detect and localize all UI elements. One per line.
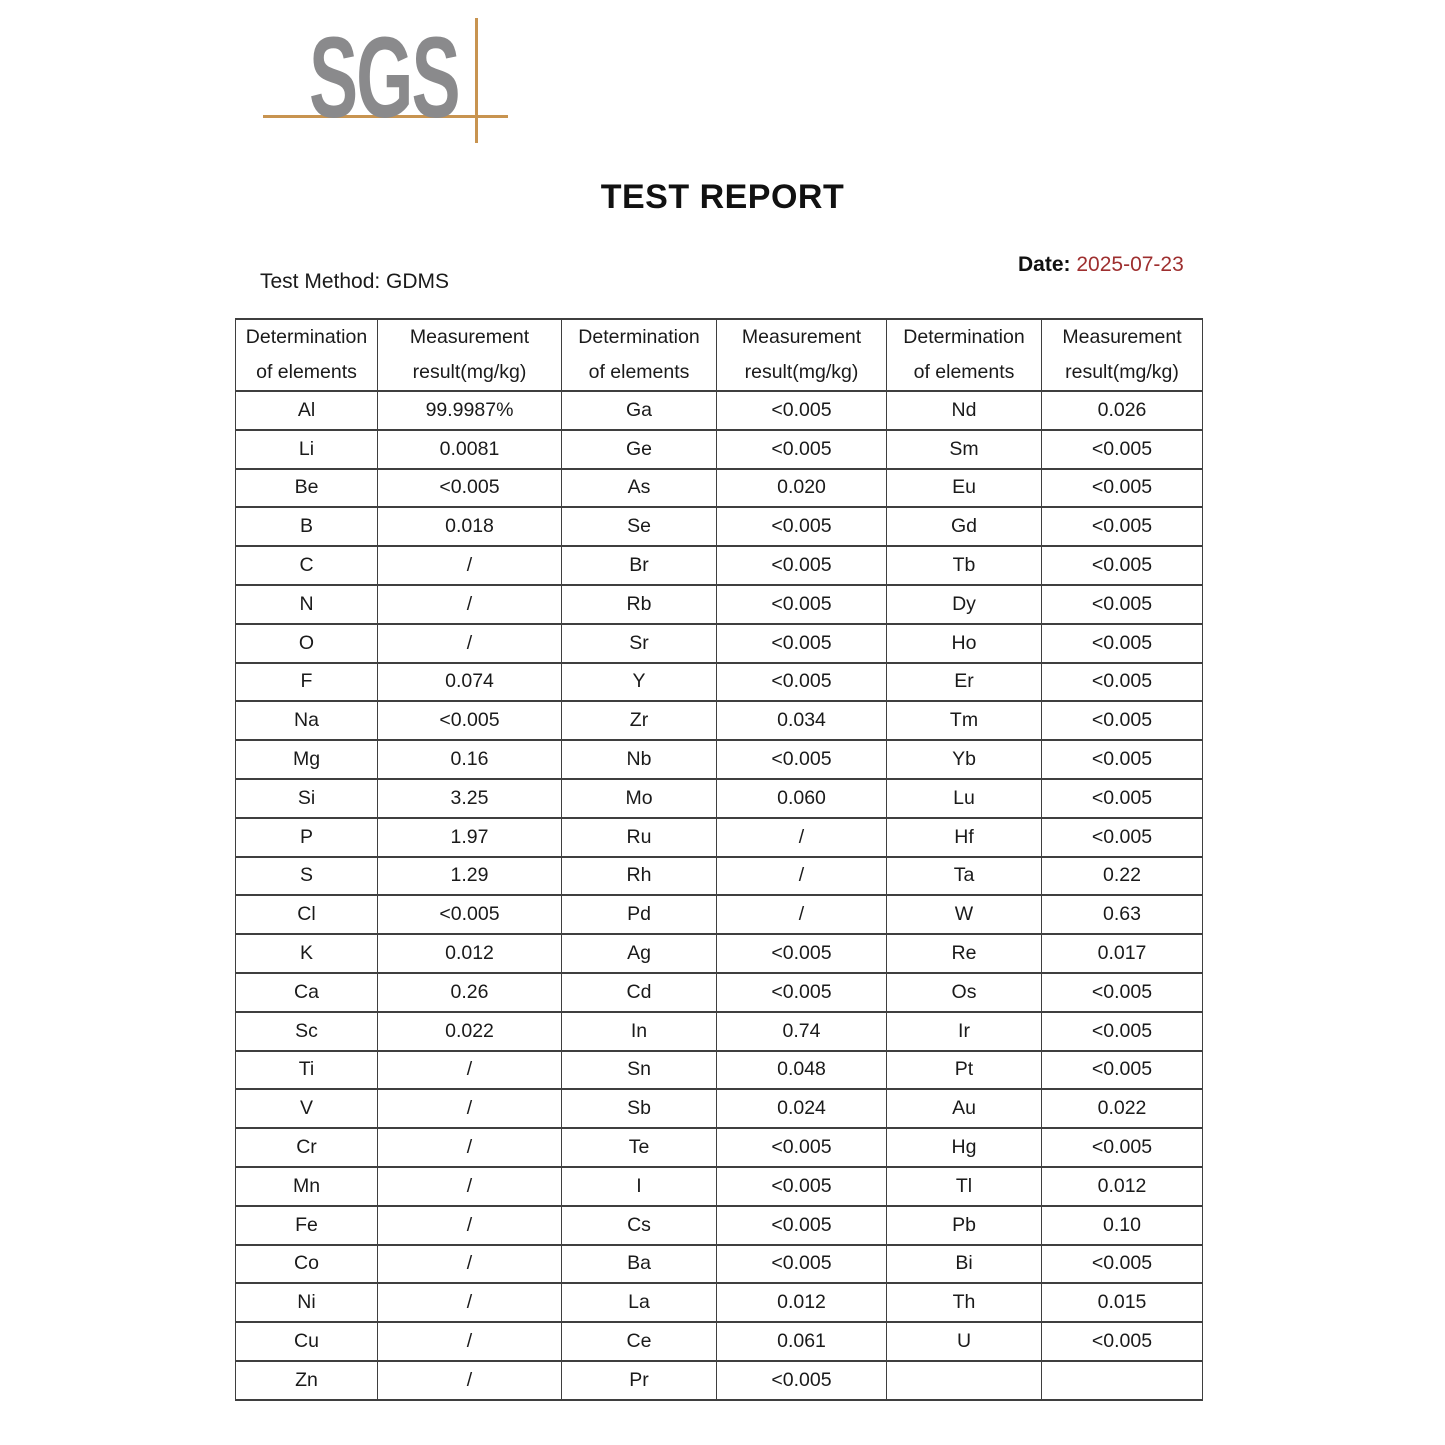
- result-cell: 0.060: [717, 779, 887, 818]
- element-cell: Tb: [887, 546, 1042, 585]
- result-cell: /: [378, 1283, 562, 1322]
- element-cell: N: [236, 585, 378, 624]
- element-cell: Tl: [887, 1167, 1042, 1206]
- element-cell: K: [236, 934, 378, 973]
- column-header-line2: result(mg/kg): [412, 361, 527, 383]
- element-cell: Cd: [562, 973, 717, 1012]
- element-cell: I: [562, 1167, 717, 1206]
- element-cell: Gd: [887, 507, 1042, 546]
- result-cell: 0.018: [378, 507, 562, 546]
- result-cell: /: [717, 895, 887, 934]
- element-cell: U: [887, 1322, 1042, 1361]
- table-header-row: [236, 319, 1203, 391]
- element-cell: Cr: [236, 1128, 378, 1167]
- result-cell: <0.005: [1042, 1012, 1203, 1051]
- element-cell: Sc: [236, 1012, 378, 1051]
- result-cell: <0.005: [1042, 1245, 1203, 1284]
- result-cell: 0.022: [378, 1012, 562, 1051]
- result-cell: <0.005: [1042, 546, 1203, 585]
- table-row: [236, 701, 1203, 740]
- element-cell: Au: [887, 1089, 1042, 1128]
- element-cell: [887, 1361, 1042, 1400]
- table-row: [236, 857, 1203, 896]
- element-cell: Zr: [562, 701, 717, 740]
- table-row: [236, 1051, 1203, 1090]
- element-cell: S: [236, 857, 378, 896]
- results-table-body: [236, 391, 1203, 1400]
- result-cell: 1.29: [378, 857, 562, 896]
- result-cell: 0.10: [1042, 1206, 1203, 1245]
- result-cell: 0.63: [1042, 895, 1203, 934]
- result-cell: <0.005: [1042, 973, 1203, 1012]
- result-cell: /: [378, 1051, 562, 1090]
- result-cell: /: [378, 1089, 562, 1128]
- page-title: TEST REPORT: [600, 178, 845, 216]
- result-cell: /: [717, 857, 887, 896]
- result-cell: <0.005: [1042, 1051, 1203, 1090]
- result-cell: 0.015: [1042, 1283, 1203, 1322]
- date-line: [1018, 253, 1184, 277]
- date-value: 2025-07-23: [1076, 253, 1184, 276]
- result-cell: 0.017: [1042, 934, 1203, 973]
- test-method-label: Test Method: GDMS: [260, 270, 450, 293]
- result-cell: <0.005: [1042, 1128, 1203, 1167]
- table-row: [236, 895, 1203, 934]
- table-row: [236, 507, 1203, 546]
- table-row: [236, 469, 1203, 508]
- result-cell: /: [717, 818, 887, 857]
- element-cell: Cs: [562, 1206, 717, 1245]
- element-cell: Mn: [236, 1167, 378, 1206]
- result-cell: 0.074: [378, 663, 562, 702]
- table-row: [236, 391, 1203, 430]
- result-cell: /: [378, 1206, 562, 1245]
- element-cell: Fe: [236, 1206, 378, 1245]
- element-cell: Pt: [887, 1051, 1042, 1090]
- element-cell: B: [236, 507, 378, 546]
- result-cell: <0.005: [1042, 1322, 1203, 1361]
- element-cell: Nd: [887, 391, 1042, 430]
- result-cell: <0.005: [717, 1128, 887, 1167]
- result-cell: 0.0081: [378, 430, 562, 469]
- column-header-line1: Measurement: [741, 326, 862, 348]
- element-cell: Cl: [236, 895, 378, 934]
- result-cell: 0.034: [717, 701, 887, 740]
- table-row: [236, 1012, 1203, 1051]
- column-header-line2: of elements: [588, 361, 690, 383]
- result-cell: <0.005: [1042, 740, 1203, 779]
- results-table-head: [236, 319, 1203, 391]
- result-cell: <0.005: [717, 546, 887, 585]
- element-cell: Te: [562, 1128, 717, 1167]
- result-cell: 0.024: [717, 1089, 887, 1128]
- element-cell: Si: [236, 779, 378, 818]
- element-cell: Mg: [236, 740, 378, 779]
- column-header-2: [562, 319, 717, 391]
- result-cell: <0.005: [378, 701, 562, 740]
- element-cell: Ru: [562, 818, 717, 857]
- result-cell: <0.005: [717, 740, 887, 779]
- element-cell: Sb: [562, 1089, 717, 1128]
- column-header-0: [236, 319, 378, 391]
- table-row: [236, 973, 1203, 1012]
- element-cell: Br: [562, 546, 717, 585]
- result-cell: 0.012: [1042, 1167, 1203, 1206]
- element-cell: C: [236, 546, 378, 585]
- table-row: [236, 624, 1203, 663]
- result-cell: <0.005: [717, 663, 887, 702]
- element-cell: Se: [562, 507, 717, 546]
- result-cell: <0.005: [378, 469, 562, 508]
- column-header-line1: Determination: [903, 326, 1025, 348]
- element-cell: Ir: [887, 1012, 1042, 1051]
- column-header-line2: of elements: [256, 361, 357, 383]
- result-cell: <0.005: [717, 1361, 887, 1400]
- logo-vertical-line: [475, 18, 478, 143]
- element-cell: Zn: [236, 1361, 378, 1400]
- date-label: Date:: [1018, 253, 1071, 276]
- result-cell: /: [378, 1245, 562, 1284]
- result-cell: <0.005: [717, 1245, 887, 1284]
- result-cell: 99.9987%: [378, 391, 562, 430]
- result-cell: <0.005: [717, 973, 887, 1012]
- result-cell: 0.020: [717, 469, 887, 508]
- element-cell: Pd: [562, 895, 717, 934]
- element-cell: Pb: [887, 1206, 1042, 1245]
- result-cell: <0.005: [717, 391, 887, 430]
- element-cell: Hg: [887, 1128, 1042, 1167]
- sgs-logo-text: SGS: [309, 14, 459, 142]
- table-row: [236, 1089, 1203, 1128]
- element-cell: Hf: [887, 818, 1042, 857]
- result-cell: <0.005: [1042, 624, 1203, 663]
- table-row: [236, 740, 1203, 779]
- element-cell: Lu: [887, 779, 1042, 818]
- result-cell: <0.005: [1042, 507, 1203, 546]
- result-cell: <0.005: [717, 507, 887, 546]
- result-cell: <0.005: [1042, 818, 1203, 857]
- result-cell: [1042, 1361, 1203, 1400]
- element-cell: Th: [887, 1283, 1042, 1322]
- element-cell: Co: [236, 1245, 378, 1284]
- element-cell: Y: [562, 663, 717, 702]
- element-cell: Ge: [562, 430, 717, 469]
- table-row: [236, 779, 1203, 818]
- table-row: [236, 546, 1203, 585]
- element-cell: F: [236, 663, 378, 702]
- table-row: [236, 1322, 1203, 1361]
- element-cell: Yb: [887, 740, 1042, 779]
- result-cell: 0.74: [717, 1012, 887, 1051]
- column-header-line1: Measurement: [409, 326, 530, 348]
- element-cell: V: [236, 1089, 378, 1128]
- element-cell: Ag: [562, 934, 717, 973]
- result-cell: 0.061: [717, 1322, 887, 1361]
- result-cell: <0.005: [717, 1167, 887, 1206]
- table-row: [236, 1206, 1203, 1245]
- element-cell: W: [887, 895, 1042, 934]
- table-row: [236, 1245, 1203, 1284]
- element-cell: Be: [236, 469, 378, 508]
- result-cell: <0.005: [378, 895, 562, 934]
- table-row: [236, 1361, 1203, 1400]
- result-cell: <0.005: [1042, 779, 1203, 818]
- result-cell: <0.005: [717, 1206, 887, 1245]
- column-header-4: [887, 319, 1042, 391]
- table-row: [236, 663, 1203, 702]
- table-row: [236, 818, 1203, 857]
- element-cell: La: [562, 1283, 717, 1322]
- column-header-1: [378, 319, 562, 391]
- column-header-line2: result(mg/kg): [1065, 361, 1179, 383]
- result-cell: <0.005: [1042, 430, 1203, 469]
- results-table: [235, 318, 1203, 1401]
- element-cell: Tm: [887, 701, 1042, 740]
- sgs-logo: [263, 8, 523, 158]
- result-cell: /: [378, 624, 562, 663]
- result-cell: /: [378, 1322, 562, 1361]
- element-cell: Sn: [562, 1051, 717, 1090]
- table-row: [236, 934, 1203, 973]
- element-cell: P: [236, 818, 378, 857]
- result-cell: <0.005: [717, 624, 887, 663]
- column-header-line2: of elements: [913, 361, 1015, 383]
- result-cell: 0.022: [1042, 1089, 1203, 1128]
- result-cell: /: [378, 1167, 562, 1206]
- element-cell: Ni: [236, 1283, 378, 1322]
- element-cell: Cu: [236, 1322, 378, 1361]
- result-cell: 0.26: [378, 973, 562, 1012]
- element-cell: Re: [887, 934, 1042, 973]
- element-cell: Bi: [887, 1245, 1042, 1284]
- table-row: [236, 585, 1203, 624]
- element-cell: Sm: [887, 430, 1042, 469]
- element-cell: Ho: [887, 624, 1042, 663]
- element-cell: Os: [887, 973, 1042, 1012]
- result-cell: /: [378, 1361, 562, 1400]
- element-cell: Er: [887, 663, 1042, 702]
- element-cell: Pr: [562, 1361, 717, 1400]
- result-cell: <0.005: [1042, 469, 1203, 508]
- element-cell: Ba: [562, 1245, 717, 1284]
- result-cell: 0.048: [717, 1051, 887, 1090]
- element-cell: Ta: [887, 857, 1042, 896]
- column-header-line2: result(mg/kg): [744, 361, 859, 383]
- element-cell: Al: [236, 391, 378, 430]
- result-cell: /: [378, 585, 562, 624]
- result-cell: 0.16: [378, 740, 562, 779]
- result-cell: 0.026: [1042, 391, 1203, 430]
- column-header-3: [717, 319, 887, 391]
- element-cell: Ce: [562, 1322, 717, 1361]
- element-cell: Nb: [562, 740, 717, 779]
- element-cell: Sr: [562, 624, 717, 663]
- element-cell: Dy: [887, 585, 1042, 624]
- result-cell: /: [378, 546, 562, 585]
- result-cell: <0.005: [1042, 585, 1203, 624]
- element-cell: Rh: [562, 857, 717, 896]
- result-cell: 0.012: [378, 934, 562, 973]
- result-cell: <0.005: [1042, 663, 1203, 702]
- element-cell: Li: [236, 430, 378, 469]
- table-row: [236, 1283, 1203, 1322]
- column-header-line1: Determination: [578, 326, 700, 348]
- result-cell: <0.005: [717, 585, 887, 624]
- column-header-line1: Measurement: [1062, 326, 1182, 348]
- table-row: [236, 1128, 1203, 1167]
- result-cell: 3.25: [378, 779, 562, 818]
- column-header-5: [1042, 319, 1203, 391]
- element-cell: Mo: [562, 779, 717, 818]
- result-cell: 1.97: [378, 818, 562, 857]
- element-cell: Ti: [236, 1051, 378, 1090]
- table-row: [236, 1167, 1203, 1206]
- result-cell: /: [378, 1128, 562, 1167]
- table-row: [236, 430, 1203, 469]
- result-cell: <0.005: [717, 934, 887, 973]
- element-cell: Rb: [562, 585, 717, 624]
- result-cell: 0.22: [1042, 857, 1203, 896]
- element-cell: Ga: [562, 391, 717, 430]
- result-cell: <0.005: [1042, 701, 1203, 740]
- element-cell: In: [562, 1012, 717, 1051]
- result-cell: <0.005: [717, 430, 887, 469]
- element-cell: As: [562, 469, 717, 508]
- element-cell: Na: [236, 701, 378, 740]
- element-cell: O: [236, 624, 378, 663]
- column-header-line1: Determination: [245, 326, 368, 348]
- element-cell: Eu: [887, 469, 1042, 508]
- element-cell: Ca: [236, 973, 378, 1012]
- result-cell: 0.012: [717, 1283, 887, 1322]
